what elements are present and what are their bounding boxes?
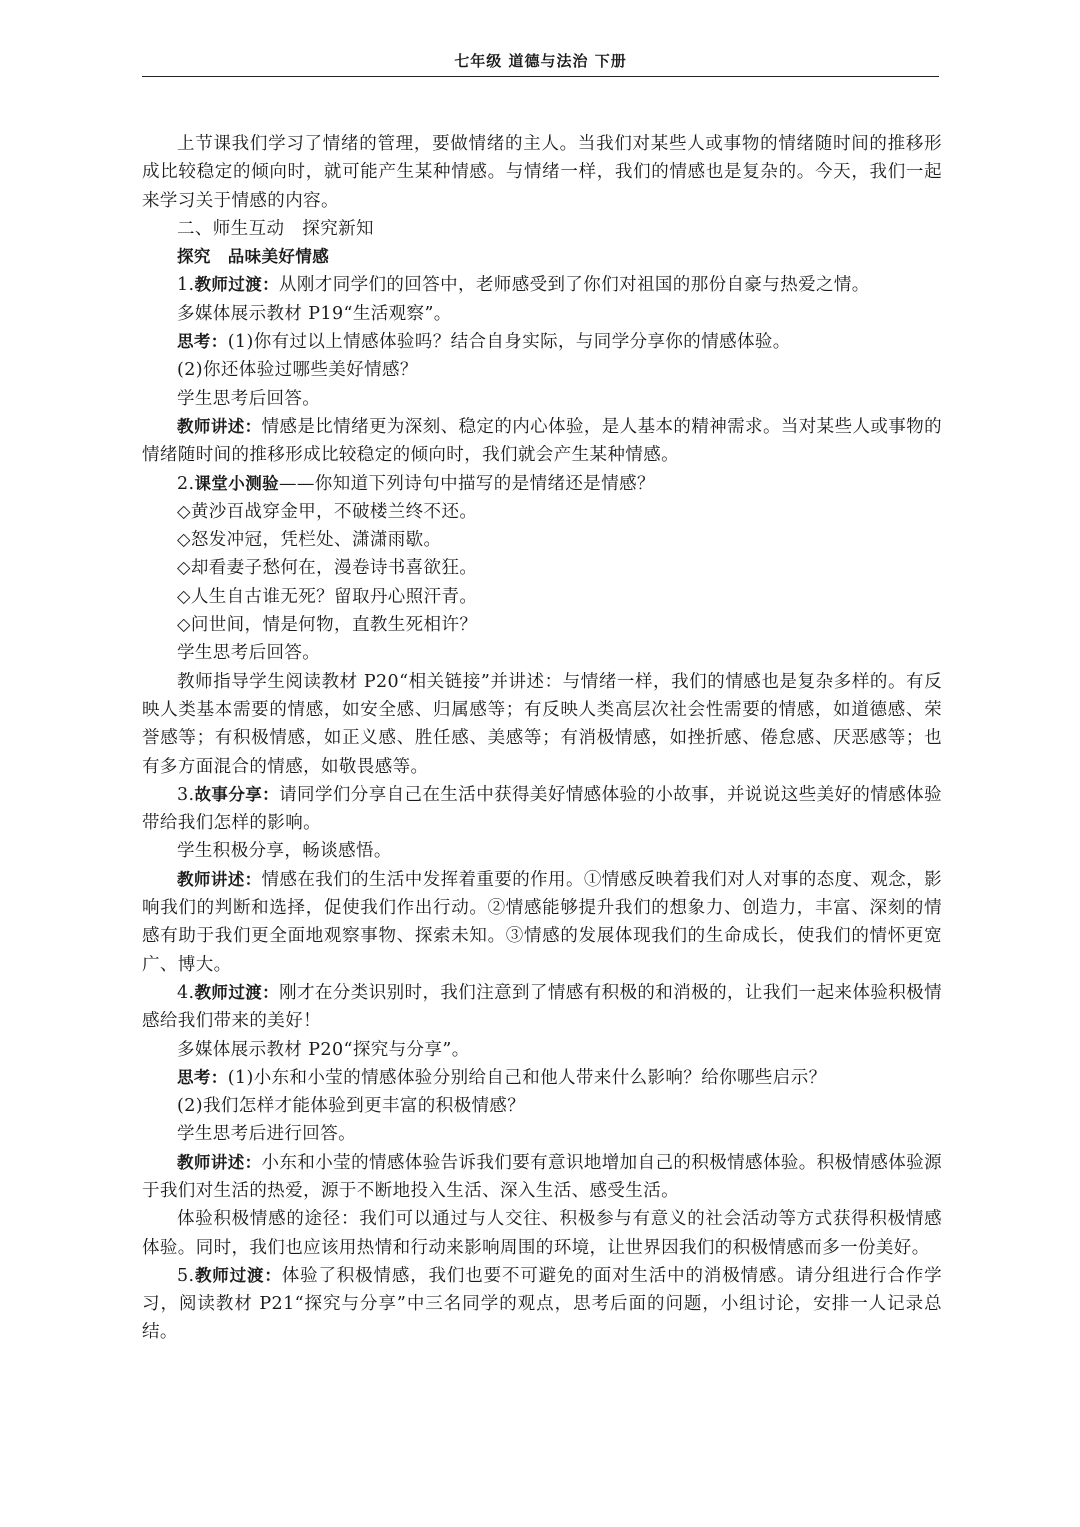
- paragraph: (2)我们怎样才能体验到更丰富的积极情感？: [177, 1096, 526, 1117]
- paragraph: 多媒体展示教材 P20“探究与分享”。: [177, 1039, 470, 1060]
- paragraph: 学生思考后回答。: [177, 388, 321, 409]
- paragraph: 学生思考后回答。: [177, 643, 321, 664]
- paragraph: 4.教师过渡：刚才在分类识别时，我们注意到了情感有积极的和消极的，让我们一起来体验积极情感给我们带来的美好！: [142, 982, 942, 1032]
- paragraph: 思考：(1)小东和小莹的情感体验分别给自己和他人带来什么影响？给你哪些启示？: [177, 1067, 827, 1088]
- header-title: 七年级 道德与法治 下册: [454, 52, 627, 70]
- paragraph: 学生积极分享，畅谈感悟。: [177, 841, 392, 862]
- paragraph: 教师讲述：小东和小莹的情感体验告诉我们要有意识地增加自己的积极情感体验。积极情感体验源于我们对生活的热爱，源于不断地投入生活、深入生活、感受生活。: [142, 1152, 943, 1201]
- paragraph: 教师讲述：情感在我们的生活中发挥着重要的作用。①情感反映着我们对人对事的态度、观念，影响我们的判断和选择，促使我们作出行动。②情感能够提升我们的想象力、创造力，丰富、深刻的情感有助于我们更全面地观察事物、探索未知。③情感的发展体现我们的生命成长，使我们的情怀更宽广、博大。: [142, 869, 943, 975]
- paragraph: (2)你还体验过哪些美好情感？: [177, 360, 418, 381]
- paragraph: 多媒体展示教材 P19“生活观察”。: [177, 303, 452, 324]
- paragraph: 二、师生互动 探究新知: [177, 218, 374, 239]
- paragraph: 5.教师过渡：体验了积极情感，我们也要不可避免的面对生活中的消极情感。请分组进行合作学习，阅读教材 P21“探究与分享”中三名同学的观点，思考后面的问题，小组讨论，安排一人记录总结。: [142, 1265, 943, 1343]
- paragraph: 思考：(1)你有过以上情感体验吗？结合自身实际，与同学分享你的情感体验。: [177, 332, 791, 353]
- page-header: [142, 48, 939, 77]
- section-heading: 探究 品味美好情感: [177, 247, 330, 267]
- paragraph: 1.教师过渡：从刚才同学们的回答中，老师感受到了你们对祖国的那份自豪与热爱之情。: [177, 275, 870, 296]
- paragraph: 学生思考后进行回答。: [177, 1124, 356, 1145]
- poem-line: ◇黄沙百战穿金甲，不破楼兰终不还。: [177, 501, 478, 522]
- poem-line: ◇怒发冲冠，凭栏处、潇潇雨歇。: [177, 530, 442, 551]
- paragraph: 教师指导学生阅读教材 P20“相关链接”并讲述：与情绪一样，我们的情感也是复杂多样的。有反映人类基本需要的情感，如安全感、归属感等；有反映人类高层次社会性需要的情感，如道德感、荣誉感等；有积极情感，如正义感、胜任感、美感等；有消极情感，如挫折感、倦怠感、厌恶感等；也有多方面混合的情感，如敬畏感等。: [142, 671, 942, 777]
- poem-line: ◇问世间，情是何物，直教生死相许？: [177, 615, 478, 636]
- paragraph: 3.故事分享：请同学们分享自己在生活中获得美好情感体验的小故事，并说说这些美好的情感体验带给我们怎样的影响。: [142, 784, 942, 834]
- lesson-content: [142, 130, 942, 1347]
- paragraph: 教师讲述：情感是比情绪更为深刻、稳定的内心体验，是人基本的精神需求。当对某些人或事物的情绪随时间的推移形成比较稳定的倾向时，我们就会产生某种情感。: [142, 416, 943, 466]
- poem-line: ◇却看妻子愁何在，漫卷诗书喜欲狂。: [177, 558, 478, 579]
- paragraph: 体验积极情感的途径：我们可以通过与人交往、积极参与有意义的社会活动等方式获得积极情感体验。同时，我们也应该用热情和行动来影响周围的环境，让世界因我们的积极情感而多一份美好。: [142, 1209, 942, 1258]
- paragraph: 上节课我们学习了情绪的管理，要做情绪的主人。当我们对某些人或事物的情绪随时间的推移形成比较稳定的倾向时，就可能产生某种情感。与情绪一样，我们的情感也是复杂的。今天，我们一起来学习关于情感的内容。: [142, 134, 942, 211]
- poem-line: ◇人生自古谁无死？留取丹心照汗青。: [177, 586, 478, 607]
- paragraph: 2.课堂小测验——你知道下列诗句中描写的是情绪还是情感？: [177, 473, 655, 494]
